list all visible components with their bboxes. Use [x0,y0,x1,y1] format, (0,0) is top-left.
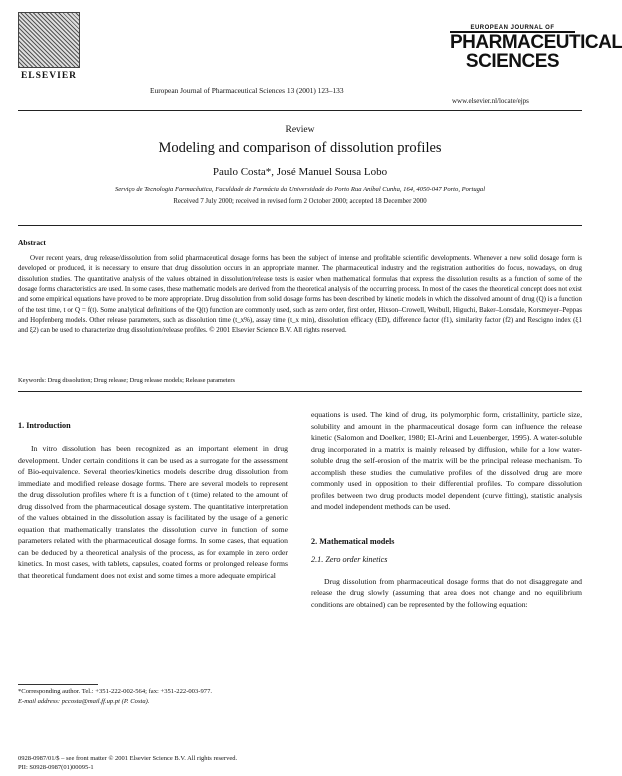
masthead-line-2: SCIENCES [465,51,560,72]
left-column [18,421,288,581]
elsevier-tree-emblem [18,12,80,68]
author-affiliation: Serviço de Tecnologia Farmacêutica, Faculdade de Farmácia da Universidade do Porto Rua Aníbal Cunha, 164, 4050-047 Porto, Portugal [114,186,486,193]
author-email: E-mail address: pccosta@mail.ff.up.pt (P. Costa). [18,697,150,705]
right-column [311,409,582,610]
journal-url[interactable]: www.elsevier.nl/locate/ejps [452,97,529,105]
corresponding-author: *Corresponding author. Tel.: +351-222-002-564; fax: +351-222-003-977. [18,688,213,695]
masthead-small: EUROPEAN JOURNAL OF [450,25,575,33]
zero-order-heading: 2.1. Zero order kinetics [311,554,388,564]
publisher-name: ELSEVIER [20,71,78,81]
abstract-rule [18,391,582,392]
article-title: Modeling and comparison of dissolution profiles [158,140,442,156]
journal-citation: European Journal of Pharmaceutical Sciences 13 (2001) 123–133 [150,86,344,95]
right-paragraph-2: Drug dissolution from pharmaceutical dosage forms that do not disaggregate and release the drug slowly (assuming that area does not change and no equilibrium conditions are obtained) can be represented by the following equation: [311,576,582,609]
footnote-rule [18,684,98,685]
introduction-heading: 1. Introduction [18,421,71,430]
header-rule [18,110,582,111]
pii-line: PII: S0928-0987(01)00095-1 [18,764,94,771]
footer-issn [18,754,237,772]
journal-masthead [450,25,622,72]
masthead-line-1: PHARMACEUTICAL [450,32,622,53]
article-authors: Paulo Costa*, José Manuel Sousa Lobo [212,166,388,178]
introduction-paragraph: In vitro dissolution has been recognized as an important element in drug development. Under certain conditions it can be used as a surrogate for the assessment of Bio-equivalence. Several theories/kinetics models describe drug dissolution from immediate and modified release dosage forms. There are several models to represent the drug dissolution profiles where ft is a function of t (time) related to the amount of drug dissolved from the pharmaceutical dosage system. The quantitative interpretation of the values obtained in the dissolution assay is facilitated by the usage of a generic equation that mathematically translates the dissolution curve in function of some parameters related with the pharmaceutical dosage forms. In some cases, that equation can be deduced by a theoretical analysis of the process, as for example in zero order kinetics. In most cases, with tablets, capsules, coated forms or prolonged release forms that theoretical fundament does not exist and some times a more adequate empirical [18,444,288,580]
mathematical-models-heading: 2. Mathematical models [311,536,395,546]
title-rule [18,225,582,226]
right-paragraph-1: equations is used. The kind of drug, its polymorphic form, cristallinity, particle size, solubility and amount in the pharmaceutical dosage form can influence the release kinetic (Salomon and Doelker, 1980; El-Arini and Leuenberger, 1995). A water-soluble drug incorporated in a matrix is mainly released by diffusion, while for a low water-soluble drug the self-erosion of the matrix will be the principal release mechanism. To accomplish these studies the cumulative profiles of the dissolved drug are more commonly used in opposition to their differential profiles. To compare dissolution profiles between two drug products model dependent (curve fitting), statistic analysis and model independent methods can be used. [311,410,582,511]
article-dates: Received 7 July 2000; received in revised form 2 October 2000; accepted 18 December 2000 [173,198,427,205]
abstract-heading: Abstract [18,238,46,247]
abstract-text: Over recent years, drug release/dissolution from solid pharmaceutical dosage forms has been the subject of intense and profitable scientific developments. Whenever a new solid dosage form is developed or produced, it is necessary to ensure that drug dissolution occurs in an appropriate manner. The pharmaceutical industry and the registration authorities do focus, nowadays, on drug dissolution studies. The quantitative analysis of the values obtained in dissolution/release tests is easier when mathematical formulas that express the dissolution results as a function of some of the dosage forms characteristics are used. In some cases, these mathematic models are derived from the theoretical analysis of the occurring process. In most of the cases the theoretical concept does not exist and some empirical equations have proved to be more appropriate. Drug dissolution from solid dosage forms has been described by kinetic models in which the dissolved amount of drug (Q) is a function of the test time, t or Q = f(t). Some analytical definitions of the Q(t) function are commonly used, such as zero order, first order, Hixson–Crowell, Weibull, Higuchi, Baker–Lonsdale, Korsmeyer–Peppas and Hopfenberg models. Other release parameters, such as dissolution time (t_x%), assay time (t_x min), dissolution efficacy (ED), difference factor (f1), similarity factor (f2) and Rescigno index (ξ1 and ξ2) can be used to characterize drug dissolution/release profiles. © 2001 Elsevier Science B.V. All rights reserved. [18,254,582,335]
article-type: Review [285,125,315,135]
footnote [18,687,288,707]
keywords: Keywords: Drug dissolution; Drug release; Drug release models; Release parameters [18,377,236,384]
issn-line: 0928-0987/01/$ – see front matter © 2001 Elsevier Science B.V. All rights reserved. [18,755,238,762]
elsevier-logo [18,12,80,84]
